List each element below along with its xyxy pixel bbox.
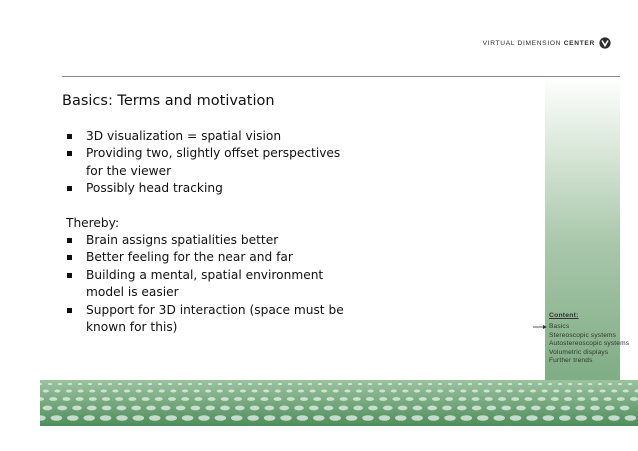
- contents-item-stereoscopic[interactable]: Stereoscopic systems: [549, 331, 617, 339]
- floor-dot: [618, 383, 622, 385]
- floor-dot: [611, 390, 617, 393]
- floor-dot: [142, 397, 150, 401]
- floor-dot: [168, 383, 172, 385]
- floor-dot: [191, 406, 201, 411]
- floor-dot: [477, 415, 489, 421]
- floor-dot: [218, 383, 222, 385]
- floor-dot: [89, 390, 95, 393]
- floor-dot: [526, 415, 538, 421]
- floor-dot: [411, 415, 423, 421]
- floor-dot: [498, 397, 506, 401]
- floor-dot: [252, 390, 258, 393]
- floor-dot: [531, 406, 541, 411]
- floor-dot: [148, 383, 152, 385]
- floor-dot: [298, 383, 302, 385]
- floor-dot: [43, 406, 53, 411]
- floor-dot: [511, 397, 519, 401]
- floor-dot: [194, 397, 202, 401]
- floor-dot: [128, 397, 136, 401]
- floor-dot: [561, 406, 571, 411]
- floor-dot: [294, 406, 304, 411]
- bullet-icon: [67, 255, 72, 260]
- floor-dot: [178, 383, 182, 385]
- floor-dot: [321, 390, 327, 393]
- floor-dot: [368, 383, 372, 385]
- floor-dot: [136, 390, 142, 393]
- floor-dot: [458, 383, 462, 385]
- floor-dot: [217, 390, 223, 393]
- floor-dot: [565, 390, 571, 393]
- floor-dot: [116, 415, 128, 421]
- floor-dot: [238, 383, 242, 385]
- floor-dot: [598, 383, 602, 385]
- floor-dot: [546, 406, 556, 411]
- floor-dot: [149, 415, 161, 421]
- floor-dot: [408, 383, 412, 385]
- floor-dot: [428, 383, 432, 385]
- floor-dot: [329, 415, 341, 421]
- floor-dot: [205, 390, 211, 393]
- floor-dot: [493, 415, 505, 421]
- floor-dot: [608, 383, 612, 385]
- floor-dot: [625, 415, 637, 421]
- contents-heading: Content:: [549, 312, 579, 319]
- floor-dot: [346, 415, 358, 421]
- floor-dot: [108, 383, 112, 385]
- floor-dot: [398, 406, 408, 411]
- floor-dot: [131, 406, 141, 411]
- floor-dot: [328, 383, 332, 385]
- floor-dot: [543, 415, 555, 421]
- floor-dot: [442, 406, 452, 411]
- floor-dot: [280, 415, 292, 421]
- contents-item-basics[interactable]: Basics: [549, 323, 570, 330]
- floor-dot: [198, 415, 210, 421]
- floor-dot: [89, 397, 97, 401]
- thereby-label: Thereby:: [66, 215, 120, 230]
- floor-dot: [194, 390, 200, 393]
- floor-dot: [102, 397, 110, 401]
- floor-dot: [590, 397, 598, 401]
- floor-dot: [48, 383, 52, 385]
- floor-dot: [588, 390, 594, 393]
- floor-dot: [188, 383, 192, 385]
- floor-dot: [62, 397, 70, 401]
- bullet-icon: [67, 308, 72, 313]
- floor-dot: [221, 397, 229, 401]
- floor-dot: [78, 390, 84, 393]
- floor-dot: [383, 406, 393, 411]
- floor-dot: [395, 415, 407, 421]
- floor-dot: [449, 390, 455, 393]
- floor-dot: [128, 383, 132, 385]
- floor-dot: [468, 383, 472, 385]
- bullet-item: [66, 128, 356, 145]
- floor-dot: [356, 390, 362, 393]
- floor-dot: [485, 397, 493, 401]
- floor-dot: [133, 415, 145, 421]
- floor-dot: [112, 390, 118, 393]
- floor-dot: [240, 390, 246, 393]
- floor-dot: [457, 406, 467, 411]
- floor-dot: [158, 383, 162, 385]
- floor-dot: [366, 397, 374, 401]
- floor-dot: [248, 383, 252, 385]
- floor-dot: [58, 383, 62, 385]
- floor-dot: [507, 390, 513, 393]
- floor-dot: [478, 383, 482, 385]
- bullet-text: Providing two, slightly offset perspectives for the viewer: [86, 146, 341, 178]
- floor-dot: [620, 406, 630, 411]
- floor-dot: [388, 383, 392, 385]
- logo-text: VIRTUAL DIMENSION CENTER: [482, 39, 595, 47]
- floor-dot: [88, 383, 92, 385]
- floor-dot: [43, 390, 49, 393]
- floor-dot: [117, 406, 127, 411]
- floor-dot: [155, 397, 163, 401]
- floor-dot: [419, 397, 427, 401]
- floor-dot: [461, 415, 473, 421]
- floor-dot: [66, 390, 72, 393]
- floor-dot: [484, 390, 490, 393]
- floor-dot: [358, 383, 362, 385]
- floor-dot: [578, 383, 582, 385]
- floor-dot: [231, 415, 243, 421]
- floor-dot: [78, 383, 82, 385]
- floor-dot: [553, 390, 559, 393]
- floor-dot: [542, 390, 548, 393]
- floor-dot: [516, 406, 526, 411]
- bullet-text: Possibly head tracking: [86, 181, 223, 196]
- floor-dot: [488, 383, 492, 385]
- floor-dot: [208, 383, 212, 385]
- floor-dot: [318, 383, 322, 385]
- floor-dot: [551, 397, 559, 401]
- floor-dot: [600, 390, 606, 393]
- floor-dot: [353, 406, 363, 411]
- bullet-text: 3D visualization = spatial vision: [86, 129, 282, 143]
- company-logo: [483, 37, 611, 49]
- floor-dot: [98, 383, 102, 385]
- floor-dot: [575, 406, 585, 411]
- contents-item-autostereoscopic[interactable]: Autostereoscopic systems: [549, 340, 630, 348]
- floor-dot: [564, 397, 572, 401]
- floor-dot: [182, 415, 194, 421]
- floor-dot: [49, 397, 57, 401]
- slide-title: Basics: Terms and motivation: [62, 93, 275, 109]
- floor-dot: [234, 397, 242, 401]
- floor-dot: [268, 383, 272, 385]
- floor-dot: [102, 406, 112, 411]
- floor-dot: [406, 397, 414, 401]
- floor-dot: [628, 383, 632, 385]
- floor-dot: [402, 390, 408, 393]
- bullet-icon: [67, 134, 72, 139]
- floor-dot: [348, 383, 352, 385]
- floor-dot: [115, 397, 123, 401]
- floor-dot: [630, 397, 638, 401]
- floor-dot: [432, 397, 440, 401]
- floor-dot: [182, 390, 188, 393]
- floor-dot: [72, 406, 82, 411]
- floor-dot: [576, 390, 582, 393]
- floor-dot: [378, 383, 382, 385]
- floor-dot: [472, 397, 480, 401]
- floor-dot: [326, 397, 334, 401]
- floor-dot: [198, 383, 202, 385]
- floor-dot: [83, 415, 95, 421]
- floor-dot: [524, 397, 532, 401]
- floor-dot: [247, 397, 255, 401]
- bullet-icon: [67, 273, 72, 278]
- contents-item-further-trends[interactable]: Further trends: [549, 357, 593, 365]
- floor-dot: [379, 415, 391, 421]
- floor-dot: [438, 383, 442, 385]
- floor-dot: [274, 397, 282, 401]
- floor-dot: [398, 383, 402, 385]
- floor-dot: [161, 406, 171, 411]
- floor-dot: [168, 397, 176, 401]
- floor-dot: [487, 406, 497, 411]
- floor-dot: [235, 406, 245, 411]
- floor-dot: [333, 390, 339, 393]
- floor-dot: [205, 406, 215, 411]
- bullet-list-top: [66, 128, 356, 198]
- floor-dot: [558, 383, 562, 385]
- floor-dot: [413, 406, 423, 411]
- floor-dot: [362, 415, 374, 421]
- floor-dot: [170, 390, 176, 393]
- floor-dot: [300, 397, 308, 401]
- floor-dot: [87, 406, 97, 411]
- floor-dot: [538, 383, 542, 385]
- floor-dot: [590, 406, 600, 411]
- floor-dot: [228, 390, 234, 393]
- floor-dot: [472, 390, 478, 393]
- floor-dot: [444, 415, 456, 421]
- floor-dot: [577, 397, 585, 401]
- floor-dot: [339, 406, 349, 411]
- floor-dot: [548, 383, 552, 385]
- floor-dot: [250, 406, 260, 411]
- floor-dot: [498, 383, 502, 385]
- bullet-text: Building a mental, spatial environment model is easier: [86, 267, 324, 300]
- floor-dot: [124, 390, 130, 393]
- floor-dot: [264, 415, 276, 421]
- contents-item-volumetric[interactable]: Volumetric displays: [549, 348, 609, 356]
- floor-dot: [353, 397, 361, 401]
- floor-dot: [472, 406, 482, 411]
- floor-dot: [368, 406, 378, 411]
- perspective-floor-graphic: [40, 380, 638, 426]
- floor-dot: [51, 415, 63, 421]
- floor-dot: [437, 390, 443, 393]
- floor-dot: [181, 397, 189, 401]
- bullet-item: [66, 302, 356, 337]
- floor-dot: [458, 397, 466, 401]
- floor-dot: [588, 383, 592, 385]
- floor-dot: [617, 397, 625, 401]
- floor-dot: [379, 390, 385, 393]
- floor-dot: [287, 397, 295, 401]
- floor-dot: [263, 390, 269, 393]
- floor-dot: [298, 390, 304, 393]
- floor-dot: [313, 415, 325, 421]
- bullet-icon: [67, 238, 72, 243]
- floor-dot: [592, 415, 604, 421]
- floor-dot: [518, 383, 522, 385]
- floor-dot: [608, 415, 620, 421]
- floor-dot: [279, 406, 289, 411]
- floor-dot: [215, 415, 227, 421]
- floor-dot: [501, 406, 511, 411]
- floor-dot: [528, 383, 532, 385]
- floor-dot: [379, 397, 387, 401]
- floor-dot: [575, 415, 587, 421]
- contents-nav: [549, 312, 629, 366]
- floor-dot: [427, 406, 437, 411]
- floor-dot: [338, 383, 342, 385]
- floor-dot: [275, 390, 281, 393]
- floor-dot: [308, 383, 312, 385]
- floor-dot: [247, 415, 259, 421]
- floor-dot: [228, 383, 232, 385]
- floor-dot: [605, 406, 615, 411]
- bullet-item: [66, 249, 356, 266]
- floor-dot: [310, 390, 316, 393]
- floor-dot: [176, 406, 186, 411]
- floor-dot: [313, 397, 321, 401]
- floor-dot: [309, 406, 319, 411]
- floor-dot: [208, 397, 216, 401]
- floor-dot: [604, 397, 612, 401]
- header-divider: [62, 76, 620, 77]
- floor-dot: [510, 415, 522, 421]
- floor-dot: [297, 415, 309, 421]
- floor-dot: [138, 383, 142, 385]
- floor-dot: [118, 383, 122, 385]
- floor-dot: [508, 383, 512, 385]
- floor-dot: [623, 390, 629, 393]
- bullet-item: [66, 267, 356, 302]
- floor-dot: [344, 390, 350, 393]
- floor-dot: [495, 390, 501, 393]
- floor-dot: [538, 397, 546, 401]
- floor-dot: [414, 390, 420, 393]
- floor-dot: [159, 390, 165, 393]
- floor-dot: [518, 390, 524, 393]
- floor-dot: [288, 383, 292, 385]
- floor-dot: [220, 406, 230, 411]
- current-section-arrow-icon: [533, 325, 547, 329]
- floor-dot: [101, 390, 107, 393]
- floor-dot: [57, 406, 67, 411]
- floor-dot: [54, 390, 60, 393]
- floor-dot: [340, 397, 348, 401]
- floor-dot: [260, 397, 268, 401]
- bullet-item: [66, 180, 356, 197]
- floor-dot: [147, 390, 153, 393]
- floor-dot: [426, 390, 432, 393]
- floor-dot: [448, 383, 452, 385]
- bullet-icon: [67, 186, 72, 191]
- slide-body: [66, 128, 356, 336]
- floor-dot: [445, 397, 453, 401]
- bullet-icon: [67, 151, 72, 156]
- bullet-list-bottom: [66, 232, 356, 336]
- floor-dot: [265, 406, 275, 411]
- floor-dot: [67, 415, 79, 421]
- floor-dot: [324, 406, 334, 411]
- floor-dot: [286, 390, 292, 393]
- floor-dot: [460, 390, 466, 393]
- floor-dot: [418, 383, 422, 385]
- floor-dot: [76, 397, 84, 401]
- floor-dot: [391, 390, 397, 393]
- floor-dot: [100, 415, 112, 421]
- floor-dot: [428, 415, 440, 421]
- bullet-text: Support for 3D interaction (space must be known for this): [86, 302, 344, 335]
- floor-dot: [258, 383, 262, 385]
- floor-dot: [530, 390, 536, 393]
- floor-dot: [568, 383, 572, 385]
- bullet-text: Brain assigns spatialities better: [86, 233, 279, 248]
- floor-dot: [368, 390, 374, 393]
- bullet-item: [66, 145, 356, 180]
- vdc-logo-icon: [599, 37, 611, 49]
- floor-dot: [278, 383, 282, 385]
- floor-dot: [392, 397, 400, 401]
- bullet-text: Better feeling for the near and far: [86, 250, 293, 265]
- bullet-item: [66, 232, 356, 249]
- floor-dot: [559, 415, 571, 421]
- floor-dot: [68, 383, 72, 385]
- floor-dot: [165, 415, 177, 421]
- floor-dot: [146, 406, 156, 411]
